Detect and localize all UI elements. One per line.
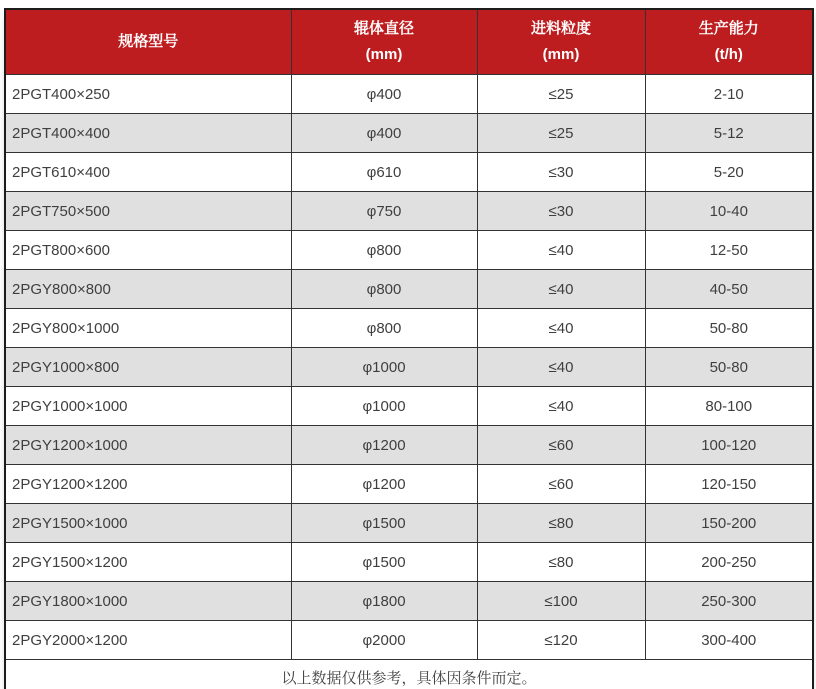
- table-row: [5, 426, 813, 465]
- model-cell: 2PGT400×400: [5, 114, 291, 153]
- model-cell: 2PGY1000×800: [5, 348, 291, 387]
- table-row: [5, 348, 813, 387]
- table-body: [5, 75, 813, 660]
- capacity-cell: 300-400: [645, 621, 813, 660]
- feed-size-cell: ≤40: [477, 270, 645, 309]
- model-cell: 2PGY1000×1000: [5, 387, 291, 426]
- table-footer-note: 以上数据仅供参考，具体因条件而定。: [5, 660, 813, 689]
- capacity-cell: 50-80: [645, 309, 813, 348]
- capacity-cell: 150-200: [645, 504, 813, 543]
- header-model-title: 规格型号: [118, 33, 179, 50]
- header-cell-capacity: [645, 9, 813, 75]
- capacity-cell: 80-100: [645, 387, 813, 426]
- capacity-cell: 200-250: [645, 543, 813, 582]
- feed-size-cell: ≤30: [477, 153, 645, 192]
- table-row: [5, 543, 813, 582]
- footer-row: [5, 660, 813, 689]
- header-cell-feed-size: [477, 9, 645, 75]
- diameter-cell: φ1200: [291, 465, 477, 504]
- header-feed-size-unit: (mm): [542, 46, 580, 63]
- diameter-cell: φ610: [291, 153, 477, 192]
- table-row: [5, 114, 813, 153]
- diameter-cell: φ1200: [291, 426, 477, 465]
- feed-size-cell: ≤60: [477, 465, 645, 504]
- header-capacity-unit: (t/h): [714, 46, 743, 63]
- capacity-cell: 5-12: [645, 114, 813, 153]
- header-feed-size-title: 进料粒度: [530, 20, 591, 37]
- capacity-cell: 40-50: [645, 270, 813, 309]
- feed-size-cell: ≤30: [477, 192, 645, 231]
- capacity-cell: 100-120: [645, 426, 813, 465]
- feed-size-cell: ≤80: [477, 504, 645, 543]
- diameter-cell: φ1500: [291, 504, 477, 543]
- table-row: [5, 621, 813, 660]
- table-row: [5, 270, 813, 309]
- model-cell: 2PGY1500×1200: [5, 543, 291, 582]
- feed-size-cell: ≤25: [477, 75, 645, 114]
- table-row: [5, 465, 813, 504]
- capacity-cell: 50-80: [645, 348, 813, 387]
- feed-size-cell: ≤60: [477, 426, 645, 465]
- header-row: [5, 9, 813, 75]
- table-row: [5, 504, 813, 543]
- diameter-cell: φ1800: [291, 582, 477, 621]
- table-row: [5, 153, 813, 192]
- feed-size-cell: ≤25: [477, 114, 645, 153]
- capacity-cell: 2-10: [645, 75, 813, 114]
- model-cell: 2PGY1500×1000: [5, 504, 291, 543]
- table-row: [5, 231, 813, 270]
- capacity-cell: 250-300: [645, 582, 813, 621]
- header-diameter-unit: (mm): [365, 46, 403, 63]
- feed-size-cell: ≤40: [477, 348, 645, 387]
- spec-table: [4, 8, 814, 689]
- diameter-cell: φ400: [291, 75, 477, 114]
- diameter-cell: φ800: [291, 231, 477, 270]
- model-cell: 2PGY800×800: [5, 270, 291, 309]
- table-header: [5, 9, 813, 75]
- model-cell: 2PGY1800×1000: [5, 582, 291, 621]
- feed-size-cell: ≤40: [477, 387, 645, 426]
- model-cell: 2PGY800×1000: [5, 309, 291, 348]
- model-cell: 2PGT750×500: [5, 192, 291, 231]
- feed-size-cell: ≤40: [477, 309, 645, 348]
- table-row: [5, 582, 813, 621]
- table-row: [5, 387, 813, 426]
- feed-size-cell: ≤120: [477, 621, 645, 660]
- feed-size-cell: ≤80: [477, 543, 645, 582]
- diameter-cell: φ800: [291, 270, 477, 309]
- header-diameter-title: 辊体直径: [353, 20, 414, 37]
- feed-size-cell: ≤100: [477, 582, 645, 621]
- diameter-cell: φ2000: [291, 621, 477, 660]
- diameter-cell: φ800: [291, 309, 477, 348]
- header-cell-diameter: [291, 9, 477, 75]
- model-cell: 2PGT610×400: [5, 153, 291, 192]
- model-cell: 2PGY1200×1200: [5, 465, 291, 504]
- header-capacity-title: 生产能力: [698, 20, 759, 37]
- capacity-cell: 10-40: [645, 192, 813, 231]
- table-row: [5, 309, 813, 348]
- table-row: [5, 192, 813, 231]
- diameter-cell: φ1000: [291, 348, 477, 387]
- capacity-cell: 120-150: [645, 465, 813, 504]
- table-row: [5, 75, 813, 114]
- diameter-cell: φ1000: [291, 387, 477, 426]
- capacity-cell: 5-20: [645, 153, 813, 192]
- feed-size-cell: ≤40: [477, 231, 645, 270]
- diameter-cell: φ400: [291, 114, 477, 153]
- capacity-cell: 12-50: [645, 231, 813, 270]
- header-cell-model: [5, 9, 291, 75]
- diameter-cell: φ750: [291, 192, 477, 231]
- diameter-cell: φ1500: [291, 543, 477, 582]
- model-cell: 2PGY2000×1200: [5, 621, 291, 660]
- model-cell: 2PGT400×250: [5, 75, 291, 114]
- model-cell: 2PGT800×600: [5, 231, 291, 270]
- model-cell: 2PGY1200×1000: [5, 426, 291, 465]
- table-footer: [5, 660, 813, 689]
